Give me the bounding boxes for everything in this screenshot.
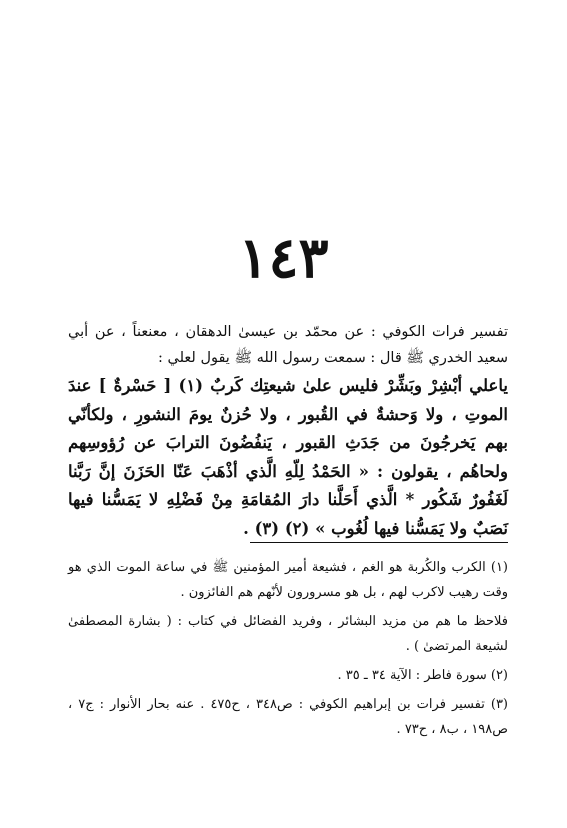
hadith-text: ياعلي أبْشِرْ وبَشِّرْ فليس علىٰ شيعتِك كَربٌ (١) [ حَسْرةٌ ] عندَ الموتِ ، ولا وَحشةٌ في القُبور ، ولا حُزنٌ يومَ النشورِ ، ولكأنّي بهم يَخرجُونَ من جَدَثِ القبور ، يَنفُضُونَ الترابَ عن رُؤوسِهم ولحاهُم ، يقولون : « الحَمْدُ لِلّهِ الَّذي أذْهَبَ عَنّا الحَزَنَ إنَّ رَبَّنا لَغَفُورٌ شَكُور * الَّذي أَحَلَّنا دارَ المُقامَةِ مِنْ فَضْلِهِ لا يَمَسُّنا فيها نَصَبٌ ولا يَمَسُّنا فيها لُغُوب » (٢) (٣) . [68,376,508,538]
footnote-1: (١) الكرب والكُربة هو الغم ، فشيعة أمير المؤمنين ﷺ في ساعة الموت الذي هو وقت رهيب لاكرب لهم ، بل هو مسرورون لأنّهم هم الفائزون . [68,560,508,600]
narration-chain: تفسير فرات الكوفي : عن محمّد بن عيسىٰ الدهقان ، معنعناً ، عن أبي سعيد الخدري ﷺ قال : سمعت رسول الله ﷺ يقول لعلي : [68,324,508,366]
footnotes [68,555,508,746]
footnote-2: (٢) سورة فاطر : الآية ٣٤ ـ ٣٥ . [337,668,508,683]
footnote-3: (٣) تفسير فرات بن إبراهيم الكوفي : ص٣٤٨ ، ح٤٧٥ . عنه بحار الأنوار : ج٧ ، ص١٩٨ ، ب٨ ، ح٧٣ . [68,697,508,737]
footnote-1-continued: فلاحظ ما هم من مزيد البشائر ، وفريد الفضائل في كتاب : ( بشارة المصطفىٰ لشيعة المرتضىٰ ) . [68,614,509,654]
footnote-divider [250,542,508,543]
hadith-number: ١٤٣ [238,225,329,291]
